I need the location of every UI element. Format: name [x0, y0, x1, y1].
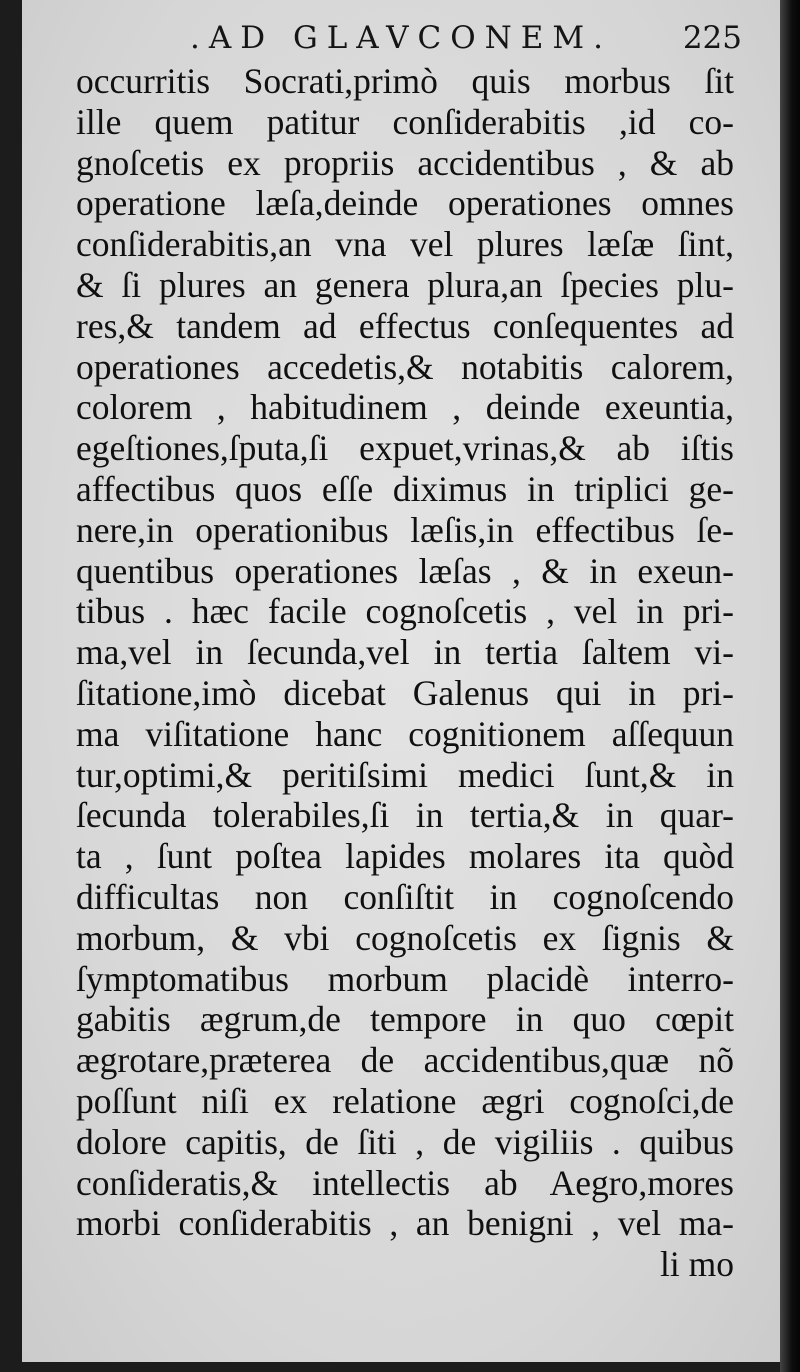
text-line: quentibus operationes læſas , & in exeun- — [76, 550, 734, 591]
text-line: operationes accedetis,& notabitis calorem, — [76, 346, 734, 387]
text-line: ta , ſunt poſtea lapides molares ita quòd — [76, 836, 734, 877]
text-line: ſymptomatibus morbum placidè interro- — [76, 958, 734, 999]
running-head — [70, 14, 760, 60]
text-line: nere,in operationibus læſis,in effectibus ſe- — [76, 509, 734, 550]
text-line: & ſi plures an genera plura,an ſpecies plu- — [76, 264, 734, 305]
text-line: ſitatione,imò dicebat Galenus qui in pri- — [76, 672, 734, 713]
text-line: conſiderabitis,an vna vel plures læſæ ſint, — [76, 224, 734, 265]
page-edge-shadow — [780, 0, 800, 1372]
text-line: dolore capitis, de ſiti , de vigiliis . quibus — [76, 1121, 734, 1162]
page-number: 225 — [682, 20, 742, 56]
text-line: tur,optimi,& peritiſsimi medici ſunt,& in — [76, 754, 734, 795]
text-line: gnoſcetis ex propriis accidentibus , & ab — [76, 142, 734, 183]
text-line: tibus . hæc facile cognoſcetis , vel in pri- — [76, 591, 734, 632]
body-text — [76, 61, 734, 1285]
text-line: res,& tandem ad effectus conſequentes ad — [76, 305, 734, 346]
text-line: difficultas non conſiſtit in cognoſcendo — [76, 876, 734, 917]
text-line: egeſtiones,ſputa,ſi expuet,vrinas,& ab iſtis — [76, 428, 734, 469]
text-line: affectibus quos eſſe diximus in triplici ge- — [76, 468, 734, 509]
text-line: ma viſitatione hanc cognitionem aſſequun — [76, 713, 734, 754]
text-line: ille quem patitur conſiderabitis ,id co- — [76, 101, 734, 142]
text-line: ſecunda tolerabiles,ſi in tertia,& in quar- — [76, 795, 734, 836]
text-line: operatione læſa,deinde operationes omnes — [76, 183, 734, 224]
text-line: colorem , habitudinem , deinde exeuntia, — [76, 387, 734, 428]
text-line: ma,vel in ſecunda,vel in tertia ſaltem vi- — [76, 632, 734, 673]
text-line: morbi conſiderabitis , an benigni , vel ma- — [76, 1203, 734, 1244]
text-line: morbum, & vbi cognoſcetis ex ſignis & — [76, 917, 734, 958]
text-line: ægrotare,præterea de accidentibus,quæ nõ — [76, 1040, 734, 1081]
text-line: occurritis Socrati,primò quis morbus ſit — [76, 61, 734, 101]
text-line: li mo — [660, 1244, 734, 1285]
text-line: conſideratis,& intellectis ab Aegro,mores — [76, 1162, 734, 1203]
text-line: gabitis ægrum,de tempore in quo cœpit — [76, 999, 734, 1040]
running-head-title: .AD GLAVCONEM. — [190, 20, 613, 56]
text-line: poſſunt niſi ex relatione ægri cognoſci,de — [76, 1080, 734, 1121]
